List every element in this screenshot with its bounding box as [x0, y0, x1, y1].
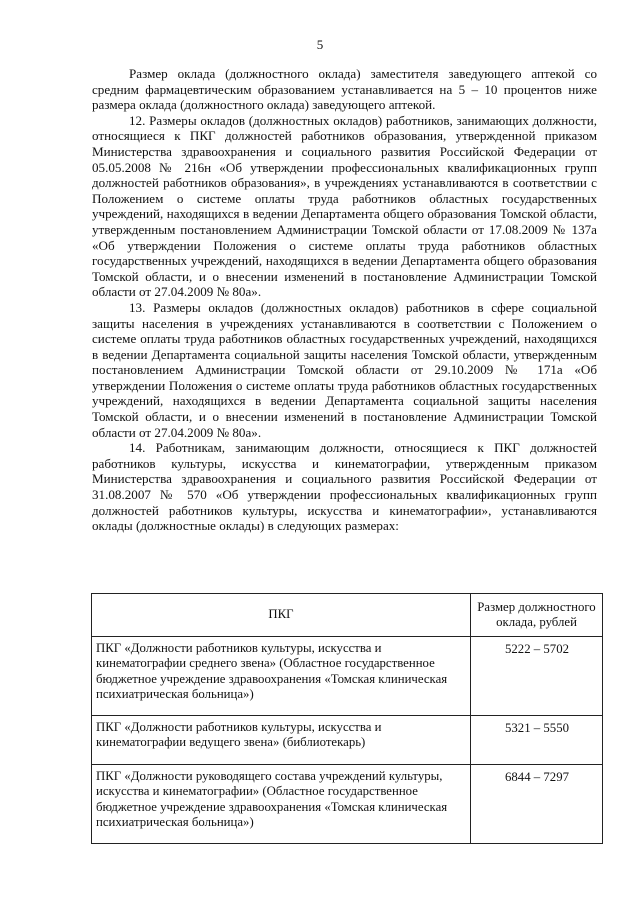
cell-salary: 5222 – 5702	[471, 637, 603, 716]
cell-pkg: ПКГ «Должности работников культуры, искусства и кинематографии ведущего звена» (библиотекарь)	[92, 716, 471, 765]
paragraph-12: 12. Размеры окладов (должностных окладов) работников, занимающих должности, относящиеся к ПКГ должностей работников образования, утвержденной приказом Министерства здравоохранения и социального развития Российской Федерации от 05.05.2008 № 216н «Об утверждении профессиональных квалификационных групп должностей работников образования», в учреждениях устанавливаются в соответствии с Положением о системе оплаты труда работников областных государственных учреждений, находящихся в ведении Департамента общего образования Томской области, утвержденным постановлением Администрации Томской области от 17.08.2009 № 137а «Об утверждении Положения о системе оплаты труда работников областных государственных учреждений, находящихся в ведении Департамента общего образования Томской области, и о внесении изменений в постановление Администрации Томской области от 27.04.2009 № 80а».	[92, 112, 597, 300]
cell-pkg: ПКГ «Должности руководящего состава учреждений культуры, искусства и кинематографии» (Областное государственное бюджетное учреждение здравоохранения «Томская клиническая психиатрическая больница»)	[92, 765, 471, 844]
cell-salary: 5321 – 5550	[471, 716, 603, 765]
table-row	[92, 765, 603, 844]
header-salary: Размер должностного оклада, рублей	[471, 594, 603, 637]
cell-pkg: ПКГ «Должности работников культуры, искусства и кинематографии среднего звена» (Областное государственное бюджетное учреждение здравоохранения «Томская клиническая психиатрическая больница»)	[92, 637, 471, 716]
table-row	[92, 637, 603, 716]
page-number: 5	[316, 37, 324, 52]
paragraph-14: 14. Работникам, занимающим должности, относящиеся к ПКГ должностей работников культуры, искусства и кинематографии, утвержденным приказом Министерства здравоохранения и социального развития Российской Федерации от 31.08.2007 № 570 «Об утверждении профессиональных квалификационных групп должностей работников культуры, искусства и кинематографии», устанавливаются оклады (должностные оклады) в следующих размерах:	[92, 440, 597, 534]
table-header-row	[92, 594, 603, 637]
table-row	[92, 716, 603, 765]
document-body	[92, 66, 597, 534]
salary-table	[91, 593, 603, 844]
paragraph-13: 13. Размеры окладов (должностных окладов) работников в сфере социальной защиты населения в учреждениях устанавливаются в соответствии с Положением о системе оплаты труда работников областных государственных учреждений, находящихся в ведении Департамента социальной защиты населения Томской области, утвержденным постановлением Администрации Томской области от 29.10.2009 № 171а «Об утверждении Положения о системе оплаты труда работников областных государственных учреждений, находящихся в ведении Департамента социальной защиты населения Томской области, и о внесении изменений в постановление Администрации Томской области от 27.04.2009 № 80а».	[92, 299, 597, 440]
paragraph-deputy-salary: Размер оклада (должностного оклада) заместителя заведующего аптекой со средним фармацевтическим образованием устанавливается на 5 – 10 процентов ниже размера оклада (должностного оклада) заведующего аптекой.	[92, 66, 597, 113]
cell-salary: 6844 – 7297	[471, 765, 603, 844]
header-pkg: ПКГ	[92, 594, 471, 637]
